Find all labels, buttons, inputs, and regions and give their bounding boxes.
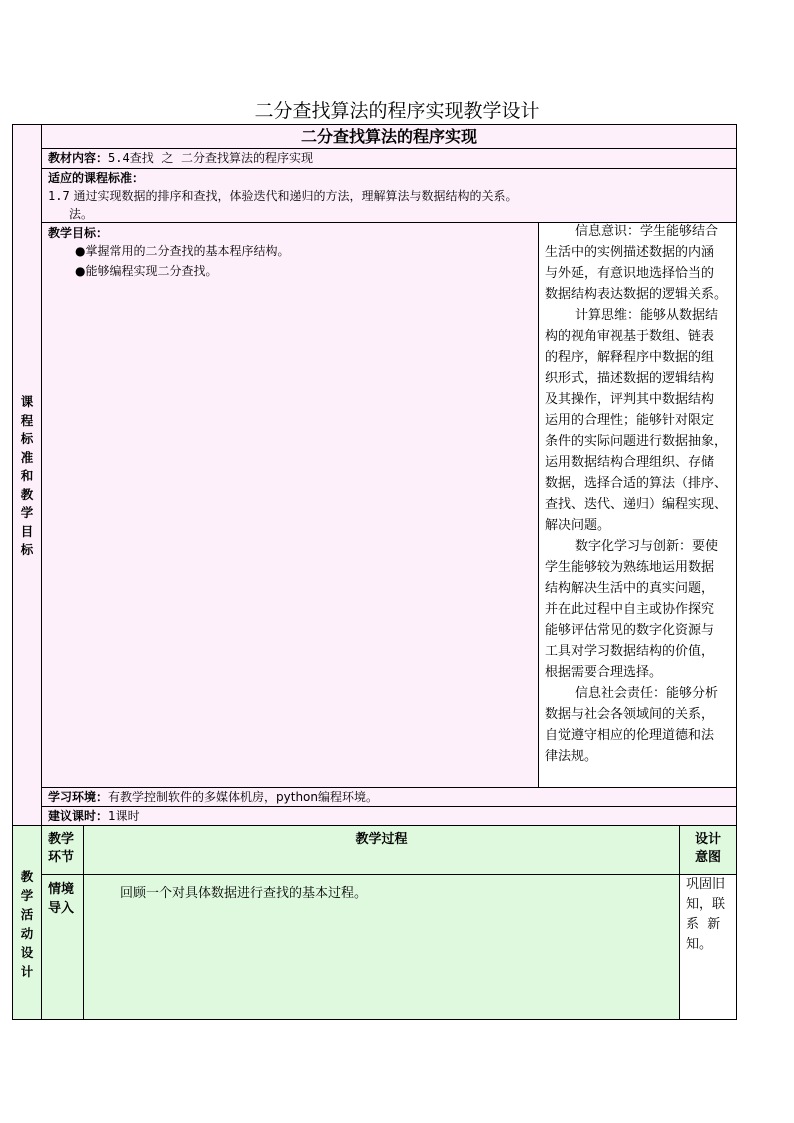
literacy-paragraph — [545, 683, 737, 767]
intent-line: 知，联 — [686, 897, 726, 912]
objective-text: 掌握常用的二分查找的基本程序结构。 — [85, 244, 290, 258]
literacy-paragraph — [545, 536, 737, 683]
standard-label: 适应的课程标准： — [48, 171, 145, 185]
standard-text: 通过实现数据的排序和查找，体验迭代和递归的方法，理解算法与数据结构的关系。 — [73, 189, 518, 203]
literacy-line: 信息意识：学生能够结合 — [575, 224, 719, 239]
literacy-paragraph — [545, 221, 737, 305]
stage-cell — [48, 880, 74, 918]
literacy-line: 律法规。 — [545, 749, 598, 764]
environment-label: 学习环境： — [48, 790, 109, 804]
environment-text: 有教学控制软件的多媒体机房，python编程环境。 — [108, 790, 378, 804]
section1-side-label — [13, 393, 41, 560]
literacy-line: 运用的合理性；能够针对限定 — [545, 413, 715, 428]
literacy-line: 的程序，解释程序中数据的组 — [545, 350, 715, 365]
literacy-line: 数据结构表达数据的逻辑关系。 — [545, 287, 728, 302]
section2-background — [12, 825, 737, 1020]
side-char: 教 — [20, 869, 34, 884]
environment-row — [48, 788, 378, 806]
intent-line: 系 新 — [686, 917, 721, 932]
literacy-line: 生活中的实例描述数据的内涵 — [545, 245, 715, 260]
objective-item — [75, 262, 218, 280]
side-char: 学 — [20, 505, 34, 520]
side-char: 设 — [20, 945, 34, 960]
side-char: 课 — [20, 394, 34, 409]
literacy-line: 与外延，有意识地选择恰当的 — [545, 266, 715, 281]
side-char: 教 — [20, 486, 34, 502]
textbook-row — [48, 149, 313, 167]
literacy-line: 计算思维：能够从数据结 — [575, 308, 719, 323]
intent-line: 巩固旧 — [686, 877, 726, 892]
literacy-line: 数据，选择合适的算法（排序、 — [545, 476, 728, 491]
textbook-text: 查找 之 二分查找算法的程序实现 — [129, 151, 313, 165]
literacy-line: 自觉遵守相应的伦理道德和法 — [545, 728, 715, 743]
standard-number: 1.7 — [48, 189, 70, 203]
literacy-line: 条件的实际问题进行数据抽象， — [545, 434, 728, 449]
textbook-label: 教材内容： — [48, 151, 109, 165]
bullet-icon: ● — [75, 264, 86, 278]
literacy-line: 数据与社会各领域间的关系， — [545, 707, 715, 722]
literacy-line: 根据需要合理选择。 — [545, 665, 663, 680]
side-char: 准 — [20, 449, 34, 465]
hours-row — [48, 807, 140, 825]
intent-cell — [686, 875, 736, 955]
objective-text: 能够编程实现二分查找。 — [85, 264, 218, 278]
literacy-line: 工具对学习数据结构的价值， — [545, 644, 715, 659]
side-char: 计 — [20, 964, 34, 979]
literacy-line: 解决问题。 — [545, 518, 611, 533]
literacy-column — [545, 221, 737, 767]
lesson-title: 二分查找算法的程序实现 — [300, 127, 477, 146]
side-char: 目 — [20, 523, 34, 539]
standard-line2: 法。 — [69, 207, 94, 221]
literacy-line: 查找、迭代、递归）编程实现、 — [545, 497, 728, 512]
process-header: 教学过程 — [355, 832, 408, 847]
stage-header-line: 环节 — [48, 850, 75, 865]
side-char: 和 — [20, 468, 34, 483]
literacy-line: 学生能够较为熟练地运用数据 — [545, 560, 715, 575]
hours-label: 建议课时： — [48, 809, 109, 823]
objectives-label: 教学目标： — [48, 226, 109, 240]
side-char: 学 — [20, 888, 34, 903]
hours-text: 1课时 — [108, 809, 140, 823]
objective-item — [75, 242, 290, 260]
literacy-line: 构的视角审视基于数组、链表 — [545, 329, 715, 344]
literacy-line: 能够评估常见的数字化资源与 — [545, 623, 715, 638]
document-title: 二分查找算法的程序实现教学设计 — [254, 100, 540, 122]
standard-line1 — [48, 187, 518, 205]
section2-side-label — [13, 867, 41, 981]
bullet-icon: ● — [75, 244, 86, 258]
side-char: 标 — [20, 542, 34, 557]
side-char: 标 — [20, 431, 34, 446]
stage-header-line: 教学 — [48, 832, 75, 847]
textbook-number: 5.4 — [108, 151, 130, 165]
intent-header-line: 设计 — [694, 832, 721, 847]
side-char: 程 — [20, 412, 34, 428]
stage-line: 导入 — [48, 901, 75, 916]
literacy-line: 并在此过程中自主或协作探究 — [545, 602, 715, 617]
literacy-paragraph — [545, 305, 737, 536]
intent-header — [680, 831, 736, 867]
side-char: 活 — [20, 907, 34, 922]
stage-header — [48, 831, 74, 867]
intent-header-line: 意图 — [694, 850, 721, 865]
literacy-line: 织形式，描述数据的逻辑结构 — [545, 371, 715, 386]
literacy-line: 运用数据结构合理组织、存储 — [545, 455, 715, 470]
side-char: 动 — [20, 926, 34, 941]
literacy-line: 结构解决生活中的真实问题， — [545, 581, 715, 596]
stage-line: 情境 — [48, 882, 75, 897]
literacy-line: 数字化学习与创新：要使 — [575, 539, 719, 554]
literacy-line: 及其操作，评判其中数据结构 — [545, 392, 715, 407]
literacy-line: 信息社会责任：能够分析 — [575, 686, 719, 701]
intent-line: 知。 — [686, 937, 713, 952]
process-cell: 回顾一个对具体数据进行查找的基本过程。 — [120, 886, 368, 901]
